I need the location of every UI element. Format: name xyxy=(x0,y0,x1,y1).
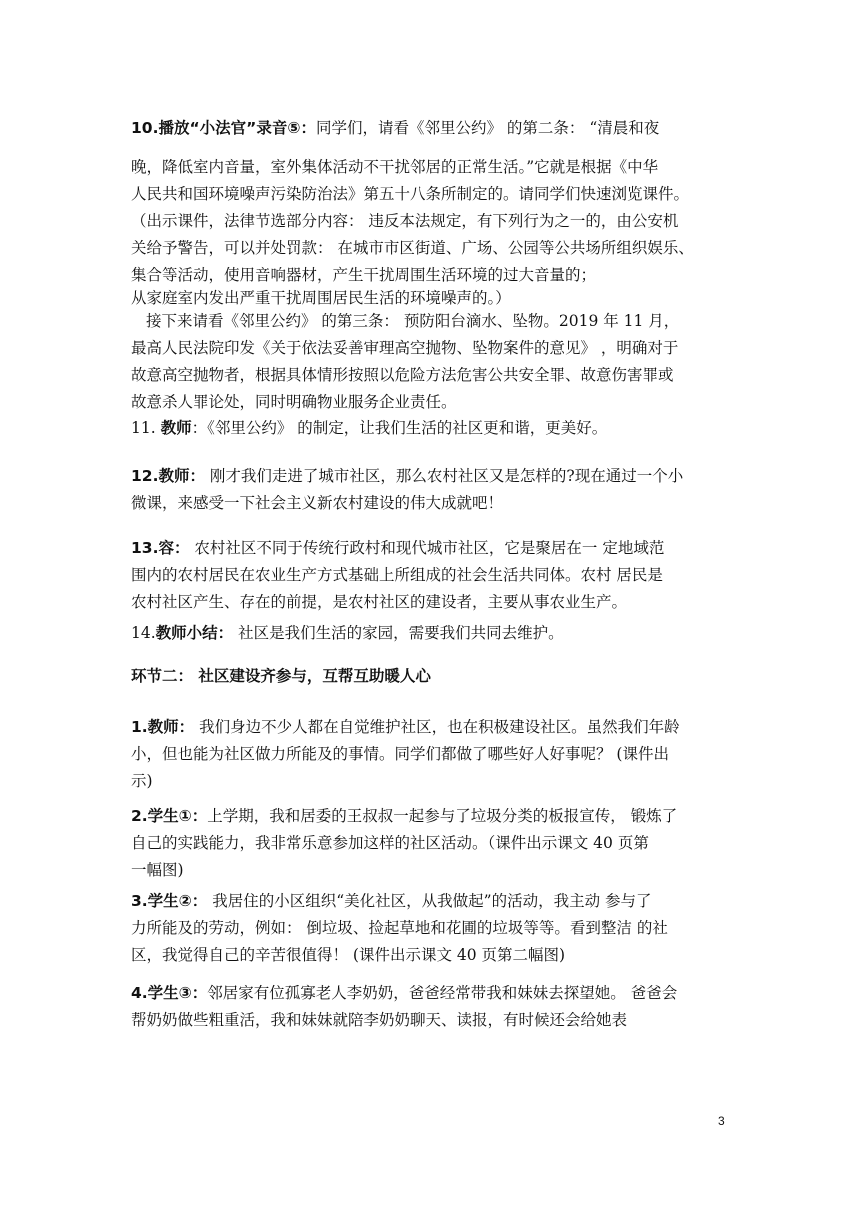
paragraph-line: 区，我觉得自己的辛苦很值得！ (课件出示课文 40 页第二幅图) xyxy=(131,946,566,964)
paragraph-text: 社区是我们生活的家园，需要我们共同去维护。 xyxy=(233,624,564,642)
section-title: 环节二： 社区建设齐参与，互帮互助暖人心 xyxy=(131,667,431,685)
paragraph-13 xyxy=(131,535,731,616)
paragraph-line: 自己的实践能力，我非常乐意参加这样的社区活动。（课件出示课文 40 页第 xyxy=(131,834,649,852)
section2-item-1 xyxy=(131,714,731,795)
paragraph-line: 一幅图) xyxy=(131,861,184,879)
paragraph-line: 示) xyxy=(131,772,153,790)
paragraph-number: 11. xyxy=(131,419,161,437)
paragraph-line: 晚，降低室内音量，室外集体活动不干扰邻居的正常生活。”它就是根据《中华 xyxy=(131,158,659,176)
paragraph-text: 上学期，我和居委的王叔叔一起参与了垃圾分类的板报宣传， 锻炼了 xyxy=(207,807,678,825)
paragraph-line: 故意高空抛物者，根据具体情形按照以危险方法危害公共安全罪、故意伤害罪或 xyxy=(131,366,674,384)
paragraph-text: 刚才我们走进了城市社区，那么农村社区又是怎样的?现在通过一个小 xyxy=(204,467,684,485)
paragraph-11 xyxy=(131,415,731,442)
paragraph-label: 4.学生③： xyxy=(131,984,208,1002)
paragraph-line: 接下来请看《邻里公约》 的第三条： 预防阳台滴水、坠物。2019 年 11 月， xyxy=(146,312,680,330)
paragraph-number: 14. xyxy=(131,624,156,642)
paragraph-label: 13.容： xyxy=(131,539,190,557)
paragraph-line: 最高人民法院印发《关于依法妥善审理高空抛物、坠物案件的意见》 ，明确对于 xyxy=(131,339,679,357)
paragraph-10-continued xyxy=(131,308,731,416)
paragraph-label: 教师小结： xyxy=(155,624,234,642)
paragraph-line: （出示课件，法律节选部分内容： 违反本法规定，有下列行为之一的，由公安机 xyxy=(131,212,679,230)
paragraph-text: 同学们，请看《邻里公约》 的第二条： “清晨和夜 xyxy=(315,119,660,137)
paragraph-label: 12.教师： xyxy=(131,467,205,485)
paragraph-text: 农村社区不同于传统行政村和现代城市社区，它是聚居在一 定地域范 xyxy=(189,539,665,557)
paragraph-text: 邻居家有位孤寡老人李奶奶，爸爸经常带我和妹妹去探望她。 爸爸会 xyxy=(207,984,678,1002)
section2-item-3 xyxy=(131,888,731,969)
section2-item-2 xyxy=(131,803,731,884)
paragraph-line: 帮奶奶做些粗重活，我和妹妹就陪李奶奶聊天、读报，有时候还会给她表 xyxy=(131,1011,628,1029)
paragraph-line: 力所能及的劳动，例如： 倒垃圾、捡起草地和花圃的垃圾等等。看到整洁 的社 xyxy=(131,919,668,937)
paragraph-line: 农村社区产生、存在的前提，是农村社区的建设者，主要从事农业生产。 xyxy=(131,593,628,611)
paragraph-label: 教师 xyxy=(160,419,192,437)
paragraph-label: 2.学生①： xyxy=(131,807,208,825)
page-number: 3 xyxy=(718,1114,725,1128)
paragraph-line: 围内的农村居民在农业生产方式基础上所组成的社会生活共同体。农村 居民是 xyxy=(131,566,663,584)
paragraph-text: 我居住的小区组织“美化社区，从我做起”的活动，我主动 参与了 xyxy=(207,892,652,910)
paragraph-line: 微课，来感受一下社会主义新农村建设的伟大成就吧！ xyxy=(131,494,504,512)
paragraph-line: 故意杀人罪论处，同时明确物业服务企业责任。 xyxy=(131,393,457,411)
section-heading xyxy=(131,663,731,690)
paragraph-12 xyxy=(131,463,731,517)
paragraph-line: 从家庭室内发出严重干扰周围居民生活的环境噪声的。） xyxy=(131,289,511,307)
paragraph-text: ：《邻里公约》 的制定，让我们生活的社区更和谐，更美好。 xyxy=(191,419,608,437)
paragraph-label: 3.学生②： xyxy=(131,892,208,910)
paragraph-10 xyxy=(131,115,731,307)
section2-item-4 xyxy=(131,980,731,1034)
paragraph-line: 人民共和国环境噪声污染防治法》第五十八条所制定的。请同学们快速浏览课件。 xyxy=(131,185,690,203)
paragraph-14 xyxy=(131,620,731,647)
paragraph-line: 关给予警告，可以并处罚款： 在城市市区街道、广场、公园等公共场所组织娱乐、 xyxy=(131,239,694,257)
paragraph-label: 1.教师： xyxy=(131,718,195,736)
paragraph-label: 10.播放“小法官”录音⑤： xyxy=(131,119,316,137)
paragraph-line: 集合等活动，使用音响器材，产生干扰周围生活环境的过大音量的； xyxy=(131,266,597,284)
paragraph-line: 小，但也能为社区做力所能及的事情。同学们都做了哪些好人好事呢？ (课件出 xyxy=(131,745,669,763)
paragraph-text: 我们身边不少人都在自觉维护社区，也在积极建设社区。虽然我们年龄 xyxy=(194,718,680,736)
